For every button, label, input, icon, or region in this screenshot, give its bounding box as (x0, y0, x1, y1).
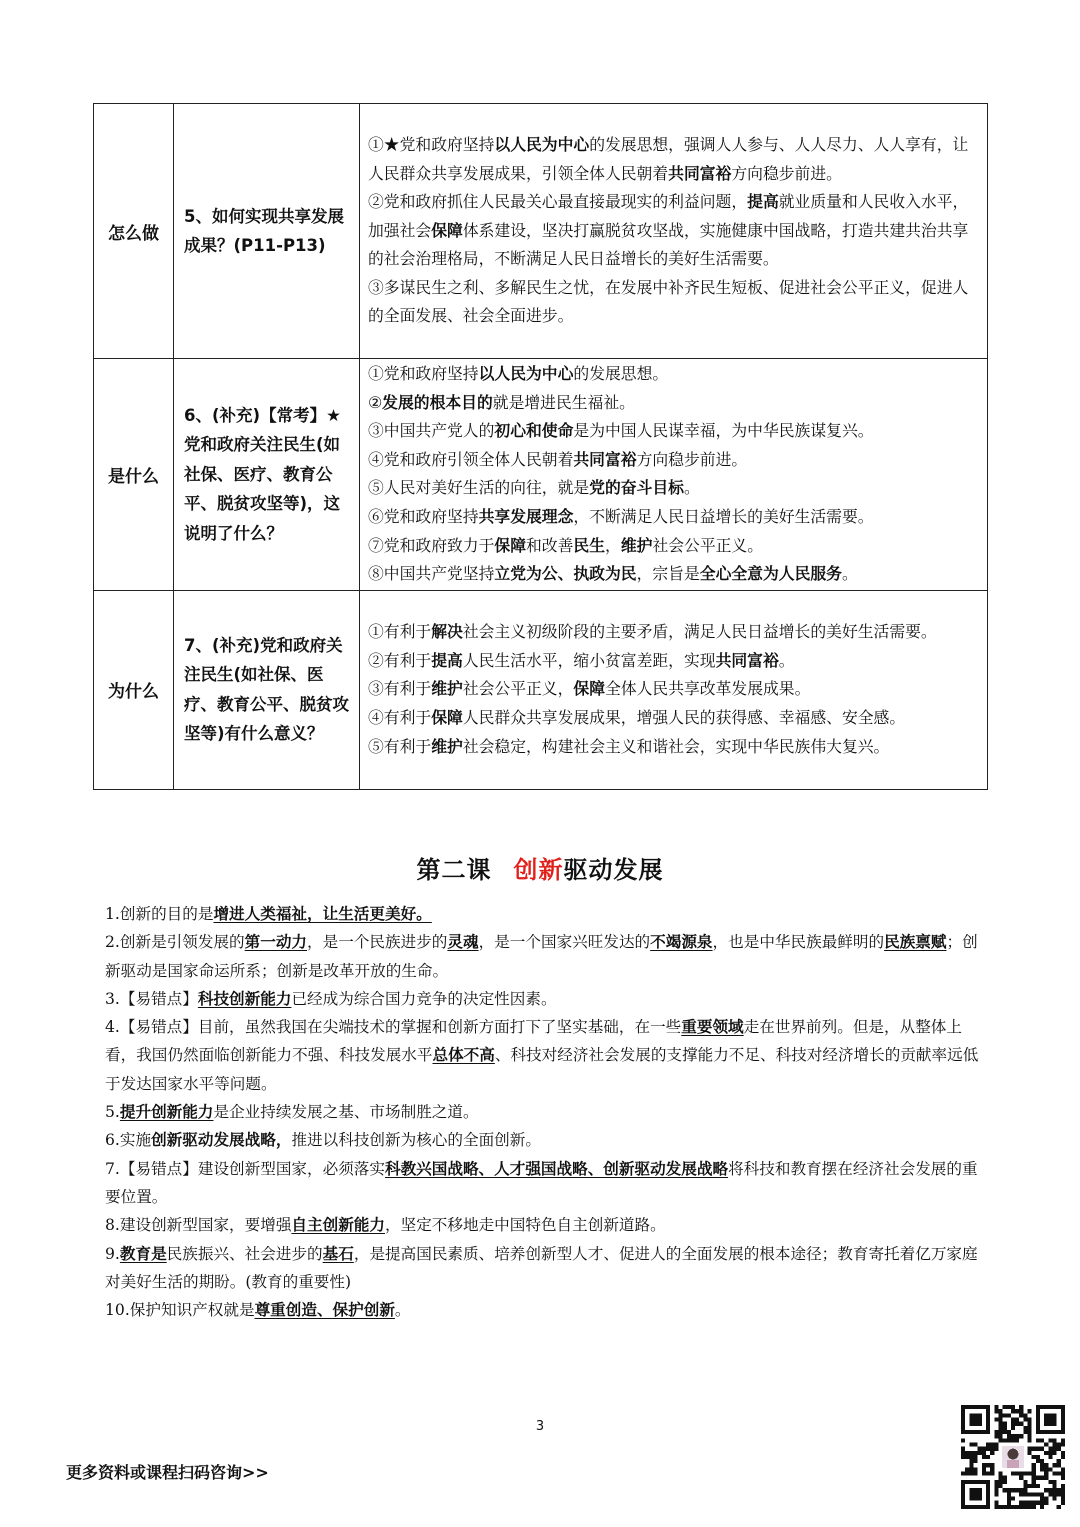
row-question: 7、(补充)党和政府关注民生(如社保、医疗、教育公平、脱贫攻坚等)有什么意义？ (174, 590, 360, 789)
qa-table (93, 103, 988, 790)
lesson-title-prefix: 第二课 (416, 856, 492, 884)
answer-item: ④党和政府引领全体人民朝着共同富裕方向稳步前进。 (368, 449, 748, 469)
answer-item: ⑤有利于维护社会稳定，构建社会主义和谐社会，实现中华民族伟大复兴。 (368, 736, 890, 756)
answer-item: ②有利于提高人民生活水平，缩小贫富差距，实现共同富裕。 (368, 650, 795, 670)
table-row (94, 590, 988, 789)
answer-item: ③有利于维护社会公平正义，保障全体人民共享改革发展成果。 (368, 679, 811, 699)
table-row (94, 104, 988, 359)
row-category: 是什么 (94, 359, 174, 591)
answer-item: ⑤人民对美好生活的向往，就是党的奋斗目标。 (368, 478, 700, 498)
lesson-title-suffix: 驱动发展 (563, 856, 664, 884)
answer-item: ②党和政府抓住人民最关心最直接最现实的利益问题，提高就业质量和人民收入水平，加强社会保障体系建设，坚决打赢脱贫攻坚战，实施健康中国战略，打造共建共治共享的社会治理格局，不断满足人民日益增长的美好生活需要。 (368, 192, 969, 269)
table-row (94, 359, 988, 591)
answer-item: ①党和政府坚持以人民为中心的发展思想。 (368, 364, 669, 383)
list-item: 7.【易错点】建设创新型国家，必须落实科教兴国战略、人才强国战略、创新驱动发展战略将科技和教育摆在经济社会发展的重要位置。 (105, 1159, 978, 1206)
lesson-title-highlight: 创新 (513, 856, 564, 884)
row-category: 怎么做 (94, 104, 174, 359)
answer-item: ③多谋民生之利、多解民生之忧，在发展中补齐民生短板、促进社会公平正义，促进人的全面发展、社会全面进步。 (368, 277, 969, 326)
answer-item: ④有利于保障人民群众共享发展成果，增强人民的获得感、幸福感、安全感。 (368, 708, 906, 728)
list-item: 6.实施创新驱动发展战略，推进以科技创新为核心的全面创新。 (105, 1131, 541, 1150)
row-answers (360, 104, 988, 359)
row-answers (360, 359, 988, 591)
row-question: 5、如何实现共享发展成果？(P11-P13) (174, 104, 360, 359)
answer-item: ②发展的根本目的就是增进民生福祉。 (368, 392, 635, 412)
qr-code-icon[interactable] (961, 1405, 1065, 1509)
answer-item: ①★党和政府坚持以人民为中心的发展思想，强调人人参与、人人尽力、人人享有，让人民群众共享发展成果，引领全体人民朝着共同富裕方向稳步前进。 (368, 134, 969, 183)
answer-item: ⑦党和政府致力于保障和改善民生，维护社会公平正义。 (368, 535, 764, 555)
row-answers (360, 590, 988, 789)
row-category: 为什么 (94, 590, 174, 789)
page-number: 3 (535, 1419, 545, 1434)
key-points-list (105, 900, 985, 1324)
list-item: 3.【易错点】科技创新能力已经成为综合国力竞争的决定性因素。 (105, 989, 557, 1008)
footer-consult-text[interactable]: 更多资料或课程扫码咨询>> (66, 1463, 269, 1482)
list-item: 5.提升创新能力是企业持续发展之基、市场制胜之道。 (105, 1103, 479, 1122)
answer-item: ③中国共产党人的初心和使命是为中国人民谋幸福，为中华民族谋复兴。 (368, 421, 874, 441)
row-question: 6、(补充)【常考】★党和政府关注民生(如社保、医疗、教育公平、脱贫攻坚等)，这说明了什么？ (174, 359, 360, 591)
list-item: 4.【易错点】目前，虽然我国在尖端技术的掌握和创新方面打下了坚实基础，在一些重要领域走在世界前列。但是，从整体上看，我国仍然面临创新能力不强、科技发展水平总体不高、科技对经济社会发展的支撑能力不足、科技对经济增长的贡献率远低于发达国家水平等问题。 (105, 1018, 979, 1093)
list-item: 8.建设创新型国家，要增强自主创新能力，坚定不移地走中国特色自主创新道路。 (105, 1216, 666, 1235)
answer-item: ⑧中国共产党坚持立党为公、执政为民，宗旨是全心全意为人民服务。 (368, 564, 858, 584)
answer-item: ⑥党和政府坚持共享发展理念，不断满足人民日益增长的美好生活需要。 (368, 506, 874, 526)
list-item: 9.教育是民族振兴、社会进步的基石，是提高国民素质、培养创新型人才、促进人的全面发展的根本途径；教育寄托着亿万家庭对美好生活的期盼。(教育的重要性) (105, 1244, 978, 1291)
lesson-title (0, 850, 1080, 885)
list-item: 2.创新是引领发展的第一动力，是一个民族进步的灵魂，是一个国家兴旺发达的不竭源泉，也是中华民族最鲜明的民族禀赋；创新驱动是国家命运所系；创新是改革开放的生命。 (105, 933, 978, 980)
answer-item: ①有利于解决社会主义初级阶段的主要矛盾，满足人民日益增长的美好生活需要。 (368, 622, 937, 642)
list-item: 10.保护知识产权就是尊重创造、保护创新。 (105, 1301, 411, 1320)
list-item: 1.创新的目的是增进人类福祉，让生活更美好。 (105, 905, 432, 923)
